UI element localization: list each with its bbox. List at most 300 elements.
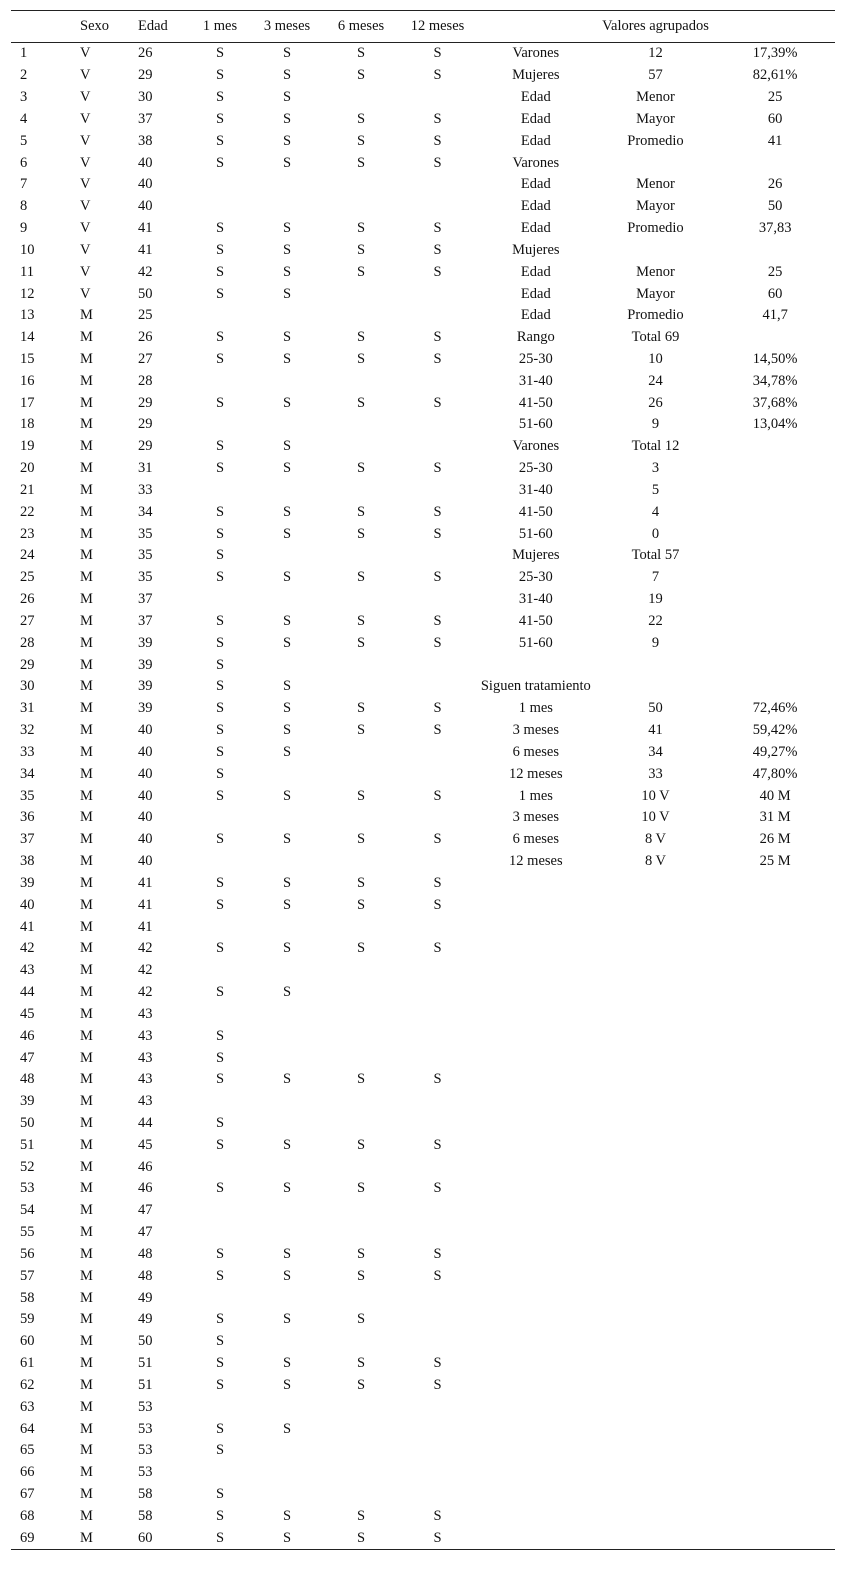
cell-grouped-value: Menor	[636, 263, 675, 280]
table-row	[11, 261, 835, 283]
cell-grouped-value: Total 12	[631, 438, 680, 455]
cell-grouped-label	[476, 1200, 596, 1222]
cell-edad: 41	[138, 918, 153, 935]
cell-grouped-value	[596, 1200, 716, 1222]
cell-grouped-extra: 17,39%	[752, 45, 798, 62]
cell-grouped-extra	[715, 1484, 835, 1506]
cell-sexo: M	[80, 831, 93, 848]
table-row	[11, 1309, 835, 1331]
cell-6-meses	[323, 305, 399, 327]
cell-edad: 42	[138, 962, 153, 979]
cell-6-meses	[323, 1287, 399, 1309]
cell-grouped-value: 26	[648, 394, 663, 411]
cell-12-meses: S	[433, 525, 442, 542]
cell-3-meses	[251, 545, 323, 567]
cell-grouped-label: Varones	[512, 45, 560, 62]
cell-edad: 40	[138, 154, 153, 171]
cell-grouped-extra	[715, 676, 835, 698]
cell-grouped-extra: 41,7	[762, 307, 788, 324]
cell-grouped-value	[596, 1484, 716, 1506]
cell-row-number: 67	[20, 1486, 35, 1503]
cell-grouped-value: Mayor	[636, 198, 675, 215]
cell-grouped-value: Total 57	[631, 547, 680, 564]
cell-sexo: M	[80, 1202, 93, 1219]
table-row	[11, 632, 835, 654]
cell-12-meses: S	[433, 1245, 442, 1262]
cell-sexo: M	[80, 612, 93, 629]
cell-3-meses: S	[282, 700, 292, 717]
cell-row-number: 16	[20, 372, 35, 389]
cell-grouped-label	[476, 1047, 596, 1069]
cell-sexo: M	[80, 634, 93, 651]
cell-edad: 53	[138, 1442, 153, 1459]
table-row	[11, 916, 835, 938]
table-row	[11, 829, 835, 851]
table-row	[11, 43, 835, 65]
cell-edad: 37	[138, 591, 153, 608]
cell-grouped-value: Menor	[636, 176, 675, 193]
cell-edad: 43	[138, 1049, 153, 1066]
cell-grouped-extra	[715, 152, 835, 174]
cell-1-mes: S	[215, 394, 225, 411]
cell-edad: 39	[138, 634, 153, 651]
cell-6-meses: S	[356, 67, 366, 84]
cell-edad: 29	[138, 416, 153, 433]
cell-6-meses: S	[356, 874, 366, 891]
table-row	[11, 480, 835, 502]
cell-edad: 39	[138, 656, 153, 673]
cell-grouped-value	[596, 1091, 716, 1113]
cell-edad: 40	[138, 787, 153, 804]
cell-grouped-value	[596, 1134, 716, 1156]
cell-6-meses: S	[356, 569, 366, 586]
cell-12-meses: S	[433, 263, 442, 280]
cell-edad: 43	[138, 1027, 153, 1044]
cell-3-meses	[251, 174, 323, 196]
cell-6-meses: S	[356, 1376, 366, 1393]
cell-1-mes: S	[215, 1507, 225, 1524]
cell-3-meses: S	[282, 1245, 292, 1262]
cell-3-meses	[251, 1222, 323, 1244]
cell-edad: 45	[138, 1136, 153, 1153]
table-row	[11, 458, 835, 480]
cell-1-mes: S	[215, 1245, 225, 1262]
table-row	[11, 239, 835, 261]
cell-grouped-value	[596, 1003, 716, 1025]
cell-12-meses: S	[433, 1180, 442, 1197]
data-table-container	[11, 10, 835, 1550]
cell-6-meses: S	[356, 1071, 366, 1088]
cell-edad: 26	[138, 45, 153, 62]
cell-row-number: 40	[20, 896, 35, 913]
cell-6-meses	[323, 1003, 399, 1025]
cell-12-meses: S	[433, 787, 442, 804]
cell-1-mes: S	[215, 1267, 225, 1284]
cell-grouped-extra	[715, 1178, 835, 1200]
cell-3-meses	[251, 305, 323, 327]
cell-row-number: 58	[20, 1289, 35, 1306]
cell-edad: 40	[138, 831, 153, 848]
cell-12-meses: S	[433, 45, 442, 62]
cell-grouped-extra: 13,04%	[752, 416, 798, 433]
cell-row-number: 51	[20, 1136, 35, 1153]
cell-3-meses	[251, 1440, 323, 1462]
cell-3-meses: S	[282, 1136, 292, 1153]
cell-grouped-label	[476, 938, 596, 960]
cell-edad: 28	[138, 372, 153, 389]
cell-1-mes	[189, 1091, 251, 1113]
cell-12-meses: S	[433, 241, 442, 258]
cell-row-number: 28	[20, 634, 35, 651]
cell-12-meses	[399, 1287, 476, 1309]
cell-sexo: M	[80, 1158, 93, 1175]
table-row	[11, 1003, 835, 1025]
cell-grouped-extra	[715, 1156, 835, 1178]
cell-6-meses	[323, 982, 399, 1004]
cell-grouped-label: Siguen tratamiento	[480, 678, 591, 695]
cell-edad: 47	[138, 1224, 153, 1241]
cell-row-number: 27	[20, 612, 35, 629]
cell-12-meses	[399, 1091, 476, 1113]
cell-edad: 27	[138, 351, 153, 367]
cell-12-meses	[399, 1331, 476, 1353]
cell-1-mes	[189, 1003, 251, 1025]
cell-row-number: 46	[20, 1027, 35, 1044]
cell-row-number: 10	[20, 241, 35, 258]
cell-6-meses: S	[356, 634, 366, 651]
cell-edad: 41	[138, 874, 153, 891]
table-row	[11, 1244, 835, 1266]
cell-edad: 35	[138, 569, 153, 586]
patients-table	[11, 10, 835, 1550]
cell-row-number: 23	[20, 525, 35, 542]
cell-sexo: M	[80, 591, 93, 608]
cell-grouped-label	[476, 1069, 596, 1091]
table-row	[11, 174, 835, 196]
cell-edad: 41	[138, 896, 153, 913]
header-12-meses: 12 meses	[399, 11, 476, 43]
table-row	[11, 218, 835, 240]
cell-grouped-extra	[715, 545, 835, 567]
cell-sexo: M	[80, 372, 93, 389]
cell-grouped-value	[596, 1069, 716, 1091]
cell-3-meses: S	[282, 1420, 292, 1437]
cell-sexo: M	[80, 1267, 93, 1284]
cell-3-meses	[251, 1156, 323, 1178]
cell-grouped-label: 6 meses	[512, 831, 559, 848]
cell-grouped-value: 8 V	[644, 853, 667, 870]
cell-grouped-label: 1 mes	[518, 700, 553, 717]
cell-12-meses	[399, 370, 476, 392]
cell-6-meses: S	[356, 1267, 366, 1284]
cell-12-meses	[399, 960, 476, 982]
cell-1-mes	[189, 1462, 251, 1484]
cell-edad: 29	[138, 438, 153, 455]
cell-grouped-extra	[715, 589, 835, 611]
cell-edad: 40	[138, 853, 153, 870]
cell-sexo: M	[80, 1398, 93, 1415]
cell-6-meses	[323, 1484, 399, 1506]
table-row	[11, 676, 835, 698]
cell-sexo: M	[77, 1527, 129, 1549]
cell-row-number: 62	[20, 1376, 35, 1393]
cell-grouped-extra	[715, 523, 835, 545]
cell-1-mes	[189, 1200, 251, 1222]
cell-grouped-extra: 47,80%	[752, 765, 798, 782]
cell-1-mes: S	[215, 460, 225, 477]
cell-grouped-extra	[715, 1331, 835, 1353]
cell-grouped-value	[596, 1156, 716, 1178]
cell-grouped-label: Edad	[520, 110, 551, 127]
cell-12-meses	[399, 1309, 476, 1331]
cell-6-meses	[323, 1113, 399, 1135]
cell-sexo: M	[80, 678, 93, 695]
cell-row-number: 12	[20, 285, 35, 302]
cell-grouped-value	[596, 239, 716, 261]
cell-sexo: V	[80, 285, 91, 302]
cell-sexo: V	[80, 89, 91, 106]
cell-3-meses	[251, 763, 323, 785]
cell-3-meses	[251, 1003, 323, 1025]
cell-edad: 43	[138, 1093, 153, 1110]
cell-row-number: 48	[20, 1071, 35, 1088]
cell-12-meses	[399, 742, 476, 764]
cell-sexo: M	[80, 1442, 93, 1459]
cell-grouped-value	[596, 1505, 716, 1527]
cell-grouped-extra	[715, 938, 835, 960]
cell-row-number: 37	[20, 831, 35, 848]
cell-1-mes: S	[215, 110, 225, 127]
cell-6-meses	[323, 589, 399, 611]
cell-1-mes: S	[215, 787, 225, 804]
cell-row-number: 7	[20, 176, 28, 193]
cell-edad: 58	[138, 1486, 153, 1503]
cell-sexo: M	[80, 700, 93, 717]
cell-3-meses: S	[282, 612, 292, 629]
cell-grouped-value: 41	[648, 722, 663, 739]
cell-grouped-value	[596, 1527, 716, 1549]
cell-6-meses	[323, 87, 399, 109]
cell-sexo: V	[80, 110, 91, 127]
cell-grouped-label: 12 meses	[509, 765, 563, 782]
cell-edad: 43	[138, 1005, 153, 1022]
cell-1-mes	[189, 370, 251, 392]
cell-grouped-extra: 14,50%	[752, 351, 798, 367]
cell-edad: 41	[138, 241, 153, 258]
header-sexo: Sexo	[77, 11, 129, 43]
table-row	[11, 698, 835, 720]
cell-row-number: 32	[20, 722, 35, 739]
cell-grouped-extra: 40 M	[759, 787, 791, 804]
cell-grouped-value	[596, 1375, 716, 1397]
cell-row-number: 3	[20, 89, 28, 106]
cell-sexo: M	[80, 874, 93, 891]
cell-grouped-value: 57	[648, 67, 663, 84]
cell-grouped-label: 25-30	[518, 351, 553, 367]
cell-12-meses	[399, 414, 476, 436]
cell-grouped-label	[476, 894, 596, 916]
cell-1-mes: S	[215, 1442, 225, 1459]
table-row	[11, 1396, 835, 1418]
cell-grouped-extra: 31 M	[759, 809, 791, 826]
cell-sexo: M	[80, 896, 93, 913]
cell-6-meses	[323, 742, 399, 764]
cell-3-meses: S	[282, 285, 292, 302]
cell-sexo: M	[80, 940, 93, 957]
cell-3-meses: S	[282, 132, 292, 149]
cell-grouped-value: Promedio	[627, 132, 684, 149]
cell-grouped-extra	[715, 1222, 835, 1244]
cell-grouped-label	[476, 1287, 596, 1309]
cell-grouped-label: 25-30	[518, 569, 553, 586]
cell-row-number: 44	[20, 984, 35, 1001]
cell-3-meses: S	[282, 110, 292, 127]
cell-grouped-extra: 25 M	[759, 853, 791, 870]
cell-grouped-extra: 37,68%	[752, 394, 798, 411]
table-row	[11, 327, 835, 349]
cell-row-number: 24	[20, 547, 35, 564]
cell-edad: 40	[138, 176, 153, 193]
cell-grouped-extra	[715, 894, 835, 916]
table-row	[11, 589, 835, 611]
cell-grouped-value: Mayor	[636, 110, 675, 127]
cell-grouped-value: 19	[648, 591, 663, 608]
cell-grouped-extra	[715, 960, 835, 982]
table-row	[11, 894, 835, 916]
cell-edad: 40	[138, 722, 153, 739]
cell-1-mes: S	[215, 1180, 225, 1197]
cell-3-meses	[251, 1396, 323, 1418]
cell-12-meses	[399, 916, 476, 938]
cell-row-number: 69	[11, 1527, 77, 1549]
cell-grouped-label	[476, 1527, 596, 1549]
table-row	[11, 763, 835, 785]
cell-edad: 30	[138, 89, 153, 106]
cell-1-mes: S	[215, 1355, 225, 1372]
cell-grouped-label	[476, 1265, 596, 1287]
cell-12-meses	[399, 1222, 476, 1244]
cell-12-meses: S	[433, 351, 442, 367]
cell-6-meses	[323, 916, 399, 938]
cell-grouped-value: 10	[648, 351, 663, 367]
cell-grouped-extra	[715, 239, 835, 261]
cell-1-mes	[189, 1156, 251, 1178]
cell-sexo: M	[80, 416, 93, 433]
cell-3-meses	[251, 654, 323, 676]
cell-sexo: M	[80, 1049, 93, 1066]
cell-sexo: V	[80, 132, 91, 149]
cell-sexo: M	[80, 656, 93, 673]
cell-1-mes: S	[215, 547, 225, 564]
cell-grouped-label	[476, 1003, 596, 1025]
cell-sexo: M	[80, 307, 93, 324]
cell-grouped-extra	[715, 982, 835, 1004]
cell-sexo: M	[80, 853, 93, 870]
cell-6-meses: S	[356, 700, 366, 717]
cell-sexo: M	[80, 1027, 93, 1044]
table-row	[11, 1375, 835, 1397]
cell-row-number: 17	[20, 394, 35, 411]
table-row	[11, 501, 835, 523]
cell-grouped-label: Edad	[520, 220, 551, 237]
cell-grouped-value: 24	[648, 372, 663, 389]
cell-grouped-label	[476, 1178, 596, 1200]
header-edad: Edad	[129, 11, 189, 43]
cell-grouped-label	[476, 654, 596, 676]
cell-12-meses	[399, 1440, 476, 1462]
cell-sexo: V	[80, 67, 91, 84]
cell-6-meses	[323, 851, 399, 873]
cell-sexo: M	[80, 547, 93, 564]
cell-edad: 51	[138, 1355, 153, 1372]
cell-grouped-value: 22	[648, 612, 663, 629]
cell-row-number: 19	[20, 438, 35, 455]
cell-12-meses: S	[433, 831, 442, 848]
cell-1-mes: S	[215, 940, 225, 957]
cell-6-meses	[323, 1200, 399, 1222]
cell-grouped-label	[476, 1113, 596, 1135]
cell-3-meses	[251, 1484, 323, 1506]
cell-grouped-extra	[715, 1418, 835, 1440]
cell-sexo: M	[80, 525, 93, 542]
cell-6-meses: S	[356, 831, 366, 848]
cell-12-meses	[399, 283, 476, 305]
cell-edad: 53	[138, 1464, 153, 1481]
cell-6-meses: S	[356, 460, 366, 477]
cell-12-meses: S	[433, 110, 442, 127]
cell-grouped-value: Promedio	[627, 307, 684, 324]
cell-6-meses	[323, 174, 399, 196]
cell-sexo: M	[80, 765, 93, 782]
cell-grouped-value	[596, 916, 716, 938]
cell-3-meses	[251, 807, 323, 829]
cell-grouped-extra	[715, 1265, 835, 1287]
cell-grouped-extra	[715, 567, 835, 589]
cell-row-number: 9	[20, 220, 28, 237]
cell-edad: 44	[138, 1114, 153, 1131]
cell-edad: 58	[138, 1507, 153, 1524]
cell-1-mes: S	[215, 1311, 225, 1328]
table-row	[11, 851, 835, 873]
cell-3-meses: S	[282, 634, 292, 651]
cell-sexo: M	[80, 1005, 93, 1022]
cell-3-meses: S	[282, 154, 292, 171]
cell-grouped-extra	[715, 1375, 835, 1397]
cell-row-number: 50	[20, 1114, 35, 1131]
table-row	[11, 720, 835, 742]
cell-grouped-value	[596, 1440, 716, 1462]
cell-grouped-value	[596, 1178, 716, 1200]
table-row	[11, 807, 835, 829]
cell-row-number: 4	[20, 110, 28, 127]
cell-grouped-label	[476, 1309, 596, 1331]
cell-6-meses: S	[356, 263, 366, 280]
cell-row-number: 55	[20, 1224, 35, 1241]
cell-12-meses: S	[433, 1376, 442, 1393]
cell-grouped-label: Mujeres	[512, 67, 560, 84]
cell-1-mes: S	[189, 1527, 251, 1549]
cell-grouped-extra	[715, 436, 835, 458]
cell-12-meses: S	[433, 896, 442, 913]
cell-grouped-extra	[715, 1134, 835, 1156]
cell-grouped-extra: 72,46%	[752, 700, 798, 717]
cell-grouped-label: 51-60	[518, 634, 553, 651]
cell-sexo: M	[80, 1333, 93, 1350]
cell-6-meses	[323, 654, 399, 676]
cell-row-number: 18	[20, 416, 35, 433]
cell-grouped-extra	[715, 632, 835, 654]
table-row	[11, 982, 835, 1004]
